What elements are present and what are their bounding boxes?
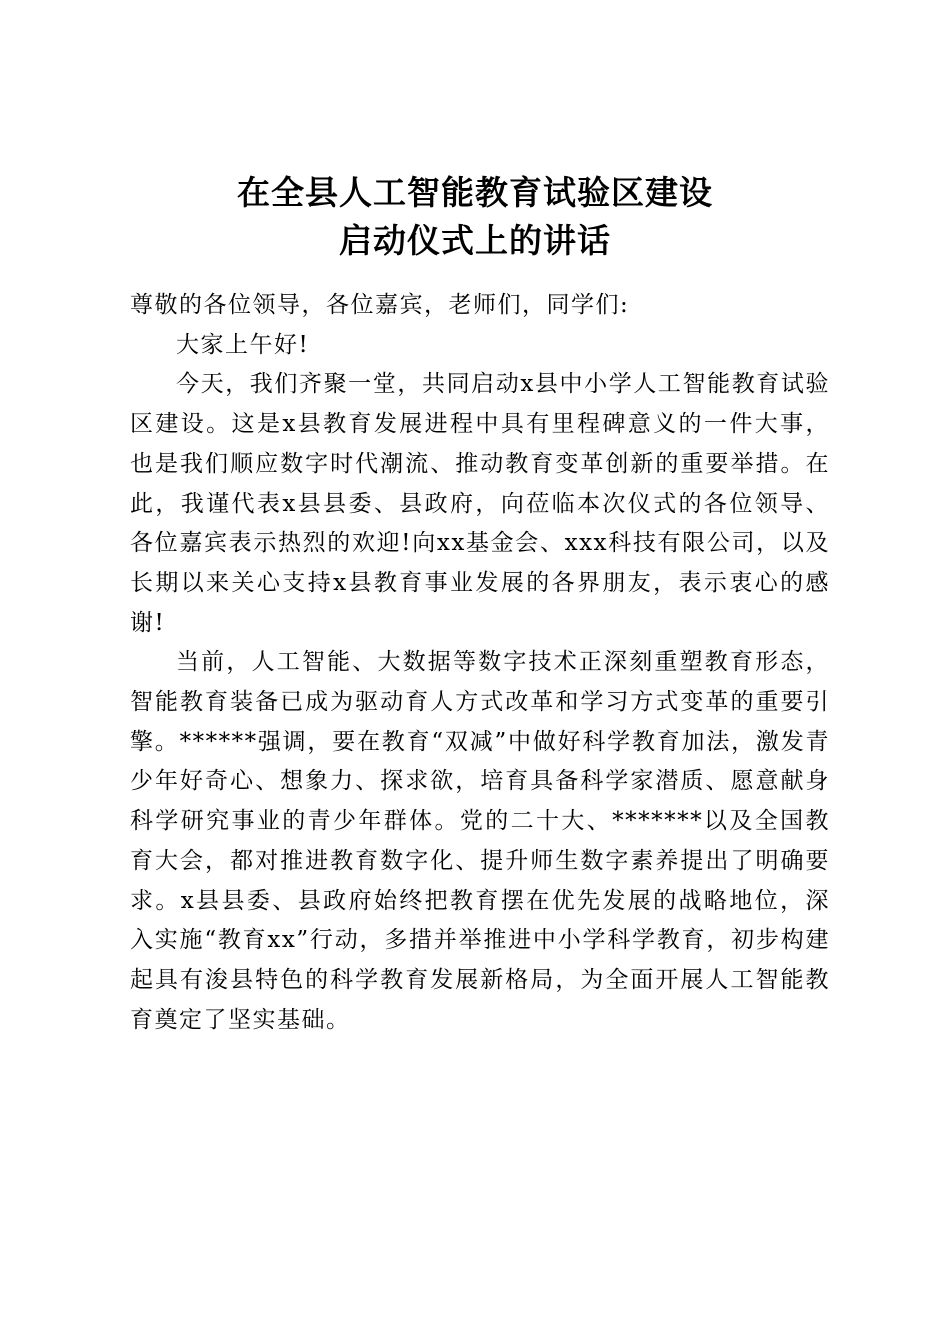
document-title-line-2: 启动仪式上的讲话 — [339, 221, 611, 260]
document-body — [130, 286, 830, 1040]
paragraph-1: 今天，我们齐聚一堂，共同启动x县中小学人工智能教育试验区建设。这是x县教育发展进程中具有里程碑意义的一件大事，也是我们顺应数字时代潮流、推动教育变革创新的重要举措。在此，我谨代表x县县委、县政府，向莅临本次仪式的各位领导、各位嘉宾表示热烈的欢迎!向xx基金会、xxx科技有限公司，以及长期以来关心支持x县教育事业发展的各界朋友，表示衷心的感谢! — [130, 371, 830, 636]
salutation: 尊敬的各位领导，各位嘉宾，老师们，同学们: — [130, 292, 630, 318]
paragraph-2: 当前，人工智能、大数据等数字技术正深刻重塑教育形态，智能教育装备已成为驱动育人方式改革和学习方式变革的重要引擎。******强调，要在教育“双减”中做好科学教育加法，激发青少年好奇心、想象力、探求欲，培育具备科学家潜质、愿意献身科学研究事业的青少年群体。党的二十大、*******以及全国教育大会，都对推进教育数字化、提升师生数字素养提出了明确要求。x县县委、县政府始终把教育摆在优先发展的战略地位，深入实施“教育xx”行动，多措并举推进中小学科学教育，初步构建起具有浚县特色的科学教育发展新格局，为全面开展人工智能教育奠定了坚实基础。 — [130, 649, 830, 1033]
document-title-line-1: 在全县人工智能教育试验区建设 — [237, 173, 713, 212]
greeting: 大家上午好! — [176, 331, 310, 358]
